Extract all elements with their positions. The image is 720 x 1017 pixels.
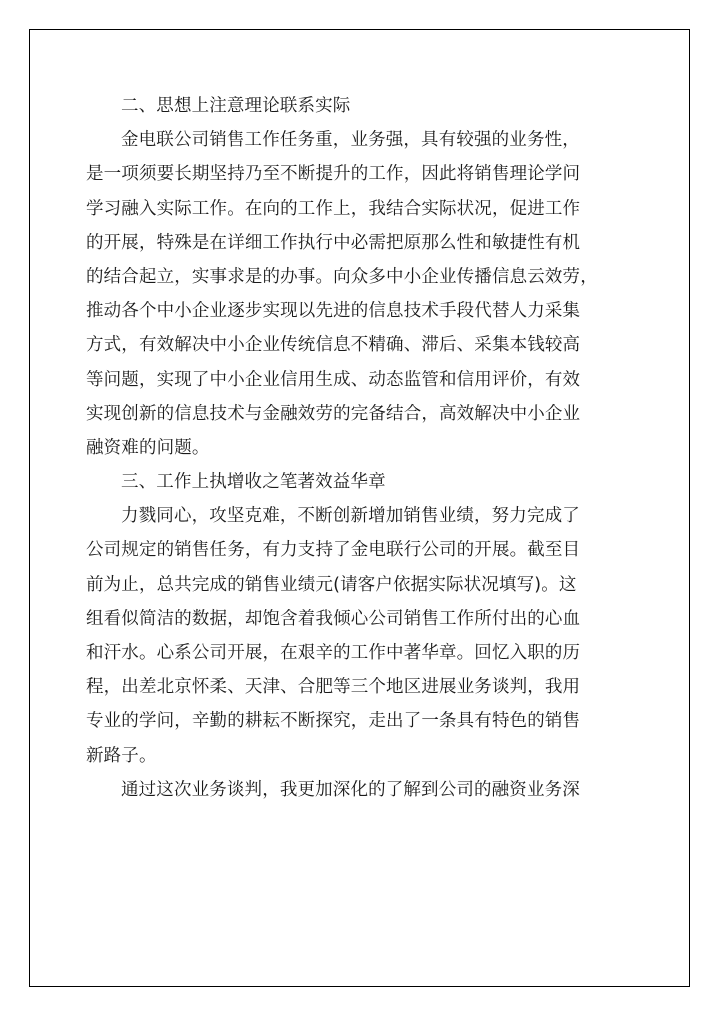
paragraph-line: 等问题，实现了中小企业信用生成、动态监管和信用评价，有效: [86, 369, 581, 390]
paragraph-line: 是一项须要长期坚持乃至不断提升的工作，因此将销售理论学问: [86, 164, 581, 185]
paragraph-line: 学习融入实际工作。在向的工作上，我结合实际状况，促进工作: [86, 198, 581, 219]
paragraph-line: 推动各个中小企业逐步实现以先进的信息技术手段代替人力采集: [86, 301, 581, 322]
paragraph-line: 力戮同心，攻坚克难，不断创新增加销售业绩，努力完成了: [121, 506, 580, 527]
section-heading-theory-practice: 二、思想上注意理论联系实际: [121, 96, 351, 116]
paragraph-line: 的开展，特殊是在详细工作执行中必需把原那么性和敏捷性有机: [86, 232, 581, 253]
paragraph-line: 的结合起立，实事求是的办事。向众多中小企业传播信息云效劳，: [86, 266, 598, 287]
paragraph-line: 和汗水。心系公司开展，在艰辛的工作中著华章。回忆入职的历: [86, 643, 581, 663]
paragraph-line: 公司规定的销售任务，有力支持了金电联行公司的开展。截至目: [86, 540, 581, 561]
paragraph-line: 程，出差北京怀柔、天津、合肥等三个地区进展业务谈判，我用: [86, 677, 581, 698]
paragraph-line: 专业的学问，辛勤的耕耘不断探究，走出了一条具有特色的销售: [86, 711, 581, 732]
paragraph-line: 前为止，总共完成的销售业绩元(请客户依据实际状况填写)。这: [86, 574, 577, 595]
section-heading-revenue: 三、工作上执增收之笔著效益华章: [121, 472, 386, 493]
paragraph-line: 融资难的问题。: [86, 437, 210, 458]
paragraph-line: 实现创新的信息技术与金融效劳的完备结合，高效解决中小企业: [86, 403, 581, 424]
paragraph-line: 方式，有效解决中小企业传统信息不精确、滞后、采集本钱较高: [86, 335, 581, 356]
paragraph-line: 通过这次业务谈判，我更加深化的了解到公司的融资业务深: [121, 779, 580, 800]
document-body: [86, 89, 646, 807]
paragraph-line: 组看似简洁的数据，却饱含着我倾心公司销售工作所付出的心血: [86, 608, 581, 629]
paragraph-line: 金电联公司销售工作任务重，业务强，具有较强的业务性，: [121, 130, 580, 151]
paragraph-line: 新路子。: [86, 745, 157, 766]
